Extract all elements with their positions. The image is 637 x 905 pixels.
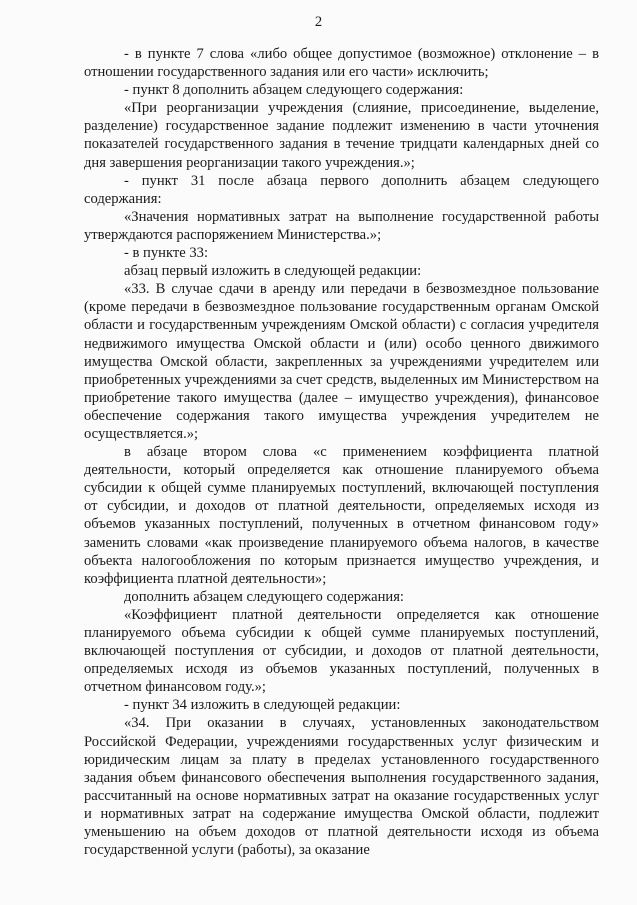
paragraph-first-abzac-header: абзац первый изложить в следующей редакции: (124, 263, 422, 280)
paragraph-reorganization-quote: «При реорганизации учреждения (слияние, присоединение, выделение, разделение) государственное задание подлежит изменению в части уточнения показателей государственного задания в течение тридцати календарных дней со дня завершения реорганизации такого учреждения.»; (84, 100, 599, 171)
paragraph-add-abzac-header: дополнить абзацем следующего содержания: (124, 588, 404, 605)
paragraph-item-7-amendment: - в пункте 7 слова «либо общее допустимое (возможное) отклонение – в отношении государственного задания или его части» исключить; (84, 46, 599, 81)
paragraph-item-34-header: - пункт 34 изложить в следующей редакции: (124, 697, 401, 714)
paragraph-item-33-quote: «33. В случае сдачи в аренду или передачи в безвозмездное пользование (кроме передачи в безвозмездное пользование государственным органам Омской области и государственным учреждениям Омской области) с согласия учредителя недвижимого имущества Омской области и (или) особо ценного движимого имущества Омской области, закрепленных за учреждениями учредителем или приобретенных учреждениями за счет средств, выделенных им Министерством на приобретение такого имущества (далее – имущество учреждения), финансовое обеспечение содержания такого имущества учреждения учредителем не осуществляется.»; (84, 281, 599, 442)
paragraph-item-33-header: - в пункте 33: (124, 245, 209, 262)
paragraph-item-8-header: - пункт 8 дополнить абзацем следующего содержания: (124, 82, 464, 99)
paragraph-coefficient-quote: «Коэффициент платной деятельности определяется как отношение планируемого объема субсидии к общей сумме планируемых поступлений, включающей поступления от субсидии, и доходов от платной деятельности, определяемых исходя из объемов указанных поступлений, полученных в отчетном финансовом году.»; (84, 606, 599, 696)
document-body (84, 45, 599, 859)
page-number: 2 (314, 14, 323, 30)
paragraph-item-34-quote: «34. При оказании в случаях, установленных законодательством Российской Федерации, учреждениями государственных услуг физическим и юридическим лицам за плату в пределах установленного государственного задания объем финансового обеспечения выполнения государственного задания, рассчитанный на основе нормативных затрат на оказание государственных услуг и нормативных затрат на содержание имущества Омской области, подлежит уменьшению на объем доходов от платной деятельности исходя из объема государственной услуги (работы), за оказание (84, 715, 599, 859)
paragraph-item-31-header: - пункт 31 после абзаца первого дополнить абзацем следующего содержания: (84, 172, 599, 207)
paragraph-second-abzac-amendment: в абзаце втором слова «с применением коэффициента платной деятельности, который определяется как отношение планируемого объема субсидии к общей сумме планируемых поступлений, включающей поступления от субсидии, и доходов от платной деятельности, определяемых исходя из объемов указанных поступлений, полученных в отчетном финансовом году» заменить словами «как произведение планируемого объема налогов, в качестве объекта налогообложения по которым признается имущество учреждения, и коэффициента платной деятельности»; (84, 444, 599, 587)
paragraph-normative-costs-quote: «Значения нормативных затрат на выполнение государственной работы утверждаются распоряжением Министерства.»; (84, 208, 599, 243)
